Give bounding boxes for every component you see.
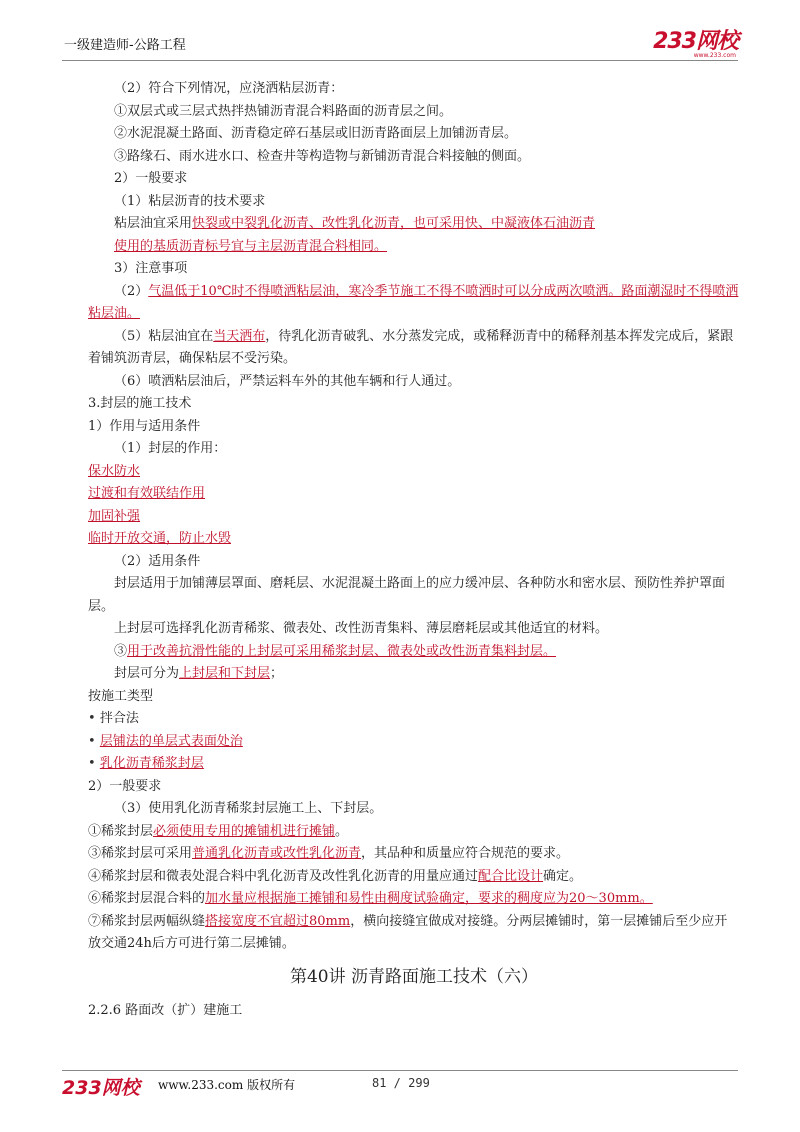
text-line <box>88 753 740 776</box>
highlight-text: 配合比设计 <box>478 868 544 884</box>
highlight-text: 加水量应根据施工摊铺和易性由稠度试验确定，要求的稠度应为20～30mm。 <box>205 891 653 906</box>
doc-title: 一级建造师-公路工程 <box>64 38 186 53</box>
text-line <box>88 236 740 259</box>
highlight-text: 用于改善抗滑性能的上封层可采用稀浆封层、微表处或改性沥青集料封层。 <box>127 643 557 659</box>
text-line: （2）气温低于10℃时不得喷洒粘层油，寒冷季节施工不得不喷洒时可以分成两次喷洒。路面潮湿时不得喷洒粘层油。 <box>88 283 739 321</box>
highlight-text: 使用的基质沥青标号宜与主层沥青混合料相同。 <box>114 238 388 254</box>
text-line: 3）注意事项 <box>114 261 188 276</box>
text-line: ①稀浆封层必须使用专用的摊铺机进行摊铺。 <box>88 823 349 839</box>
brand-logo: 233网校 <box>653 29 738 54</box>
highlight-text: 加固补强 <box>88 508 141 524</box>
header-divider <box>62 60 738 61</box>
text-line: ①双层式或三层式热拌热铺沥青混合料路面的沥青层之间。 <box>114 103 453 119</box>
text-line: ⑦稀浆封层两幅纵缝搭接宽度不宜超过80mm，横向接缝宜做成对接缝。分两层摊铺时，第一层摊铺后至少应开放交通24h后方可进行第二层摊铺。 <box>88 913 728 951</box>
footer-copyright: www.233.com 版权所有 <box>158 1078 296 1092</box>
highlight-text: 普通乳化沥青或改性乳化沥青 <box>192 846 362 861</box>
text-line <box>88 731 740 754</box>
text-line <box>88 461 740 484</box>
text-line: （2）符合下列情况，应浇洒粘层沥青： <box>114 81 344 96</box>
page-content <box>88 78 740 1022</box>
text-line: ③路缘石、雨水进水口、检查井等构造物与新铺沥青混合料接触的侧面。 <box>114 148 531 164</box>
highlight-text: 上封层和下封层 <box>179 666 271 681</box>
text-line: ③稀浆封层可采用普通乳化沥青或改性乳化沥青，其品种和质量应符合规范的要求。 <box>88 846 570 861</box>
highlight-text: 层铺法的单层式表面处治 <box>99 733 243 749</box>
highlight-text: 乳化沥青稀浆封层 <box>99 756 204 771</box>
text-line: 粘层油宜采用快裂或中裂乳化沥青、改性乳化沥青，也可采用快、中凝液体石油沥青 <box>114 216 596 231</box>
footer-divider <box>62 1070 738 1071</box>
text-line: 2）一般要求 <box>114 171 188 186</box>
text-line <box>88 528 740 551</box>
highlight-text: 快裂或中裂乳化沥青、改性乳化沥青，也可采用快、中凝液体石油沥青 <box>192 216 596 231</box>
text-line: （3）使用乳化沥青稀浆封层施工上、下封层。 <box>114 801 383 816</box>
text-line: 封层可分为上封层和下封层； <box>114 666 284 681</box>
text-line: 2）一般要求 <box>88 778 162 794</box>
highlight-text: 气温低于10℃时不得喷洒粘层油，寒冷季节施工不得不喷洒时可以分成两次喷洒。路面潮湿时不得喷洒粘层油。 <box>88 283 739 321</box>
highlight-text: 当天洒布 <box>213 328 266 344</box>
text-line: 上封层可选择乳化沥青稀浆、微表处、改性沥青集料、薄层磨耗层或其他适宜的材料。 <box>114 621 609 636</box>
highlight-text: 搭接宽度不宜超过80mm <box>205 913 351 929</box>
highlight-text: 临时开放交通，防止水毁 <box>88 531 232 546</box>
page-number: 81 / 299 <box>372 1076 430 1090</box>
text-line: ④稀浆封层和微表处混合料中乳化沥青及改性乳化沥青的用量应通过配合比设计确定。 <box>88 868 583 884</box>
page-header <box>62 18 738 58</box>
text-line: • 拌合法 <box>88 708 740 731</box>
text-line: ③用于改善抗滑性能的上封层可采用稀浆封层、微表处或改性沥青集料封层。 <box>114 643 557 659</box>
text-line: ⑥稀浆封层混合料的加水量应根据施工摊铺和易性由稠度试验确定，要求的稠度应为20～30mm。 <box>88 891 653 906</box>
text-line <box>88 483 740 506</box>
text-line: （5）粘层油宜在当天洒布，待乳化沥青破乳、水分蒸发完成，或稀释沥青中的稀释剂基本挥发完成后，紧跟着铺筑沥青层，确保粘层不受污染。 <box>88 328 734 366</box>
text-line: 1）作用与适用条件 <box>88 418 201 434</box>
highlight-text: 过渡和有效联结作用 <box>88 486 206 501</box>
text-line: （2）适用条件 <box>114 553 201 569</box>
text-line <box>88 506 740 529</box>
text-line: （1）粘层沥青的技术要求 <box>114 193 266 209</box>
highlight-text: 必须使用专用的摊铺机进行摊铺 <box>153 823 336 839</box>
text-line: （1）封层的作用： <box>114 441 227 456</box>
text-line: 按施工类型 <box>88 688 154 704</box>
section-heading: 第40讲 沥青路面施工技术（六） <box>289 966 539 987</box>
text-line: 封层适用于加铺薄层罩面、磨耗层、水泥混凝土路面上的应力缓冲层、各种防水和密水层、预防性养护罩面层。 <box>88 576 726 614</box>
footer-logo: 233网校 <box>62 1077 140 1099</box>
text-line: 2.2.6 路面改（扩）建施工 <box>88 1002 243 1018</box>
text-line: 3.封层的施工技术 <box>88 396 192 411</box>
text-line: ②水泥混凝土路面、沥青稳定碎石基层或旧沥青路面层上加铺沥青层。 <box>114 126 518 141</box>
text-line: （6）喷洒粘层油后，严禁运料车外的其他车辆和行人通过。 <box>114 373 461 389</box>
brand-url: www.233.com <box>693 52 736 59</box>
highlight-text: 保水防水 <box>88 463 141 479</box>
